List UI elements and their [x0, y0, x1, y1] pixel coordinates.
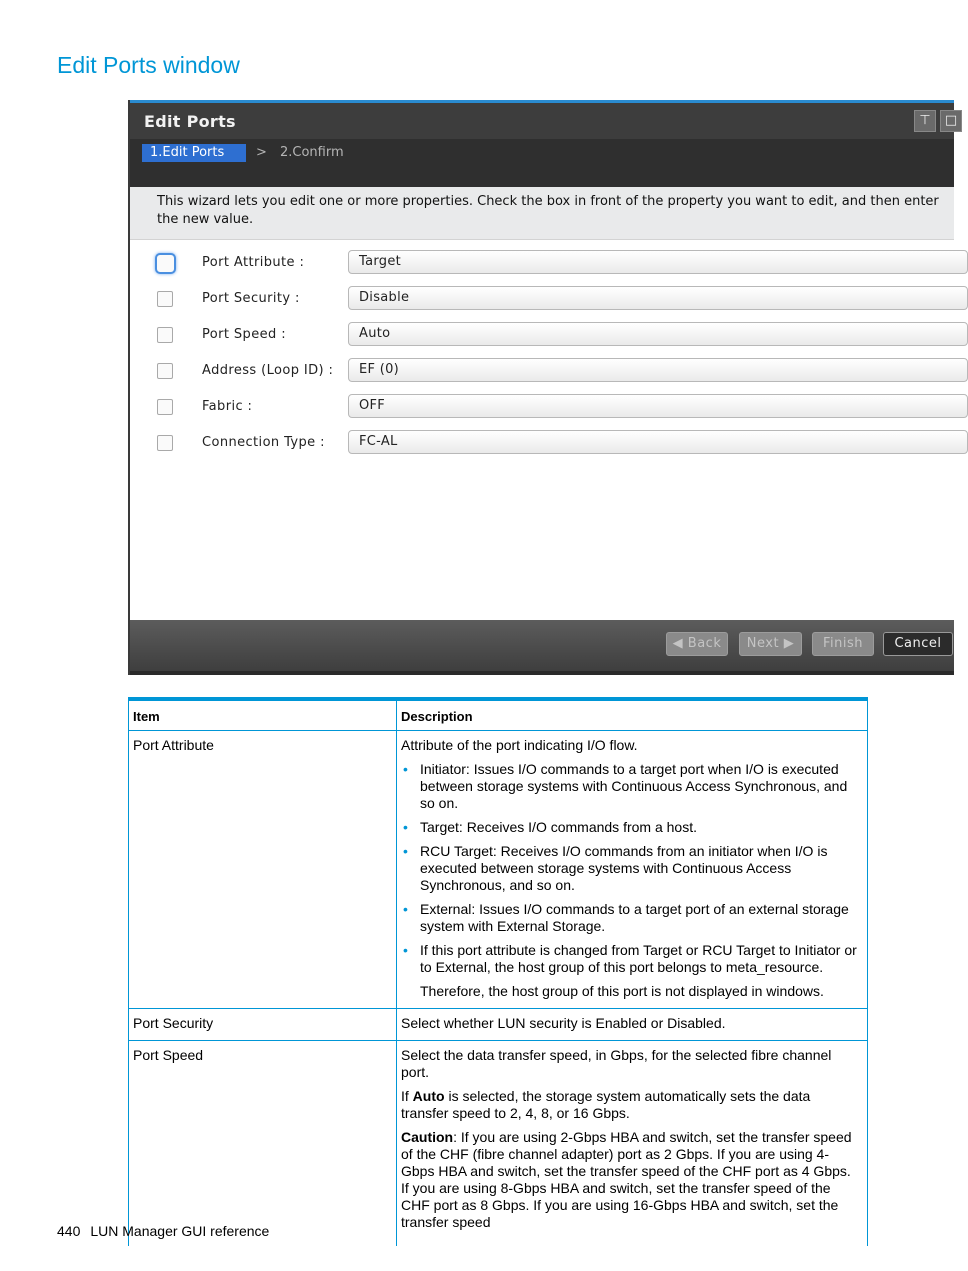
dialog-title: Edit Ports	[144, 112, 236, 131]
auto-note: If Auto is selected, the storage system automatically sets the data transfer speed to 2, 4, 8, or 16 Gbps.	[401, 1088, 811, 1121]
next-button[interactable]: Next ▶	[739, 632, 802, 656]
description-cell	[397, 731, 868, 1009]
edit-ports-dialog-screenshot	[128, 100, 958, 675]
list-item: • Initiator: Issues I/O commands to a target port when I/O is executed between storage systems with Continuous Access Synchronous, and so on.	[401, 761, 861, 812]
fabric-checkbox[interactable]	[157, 399, 173, 415]
finish-button[interactable]: Finish	[812, 632, 874, 656]
page-number: 440	[57, 1223, 81, 1239]
table-row	[129, 1041, 868, 1247]
property-row-port-speed	[130, 319, 954, 355]
column-header-description: Description	[397, 699, 868, 731]
cancel-button[interactable]: Cancel	[883, 632, 953, 656]
list-item: • Target: Receives I/O commands from a host.	[401, 819, 861, 836]
wizard-instructions	[130, 187, 954, 240]
property-label: Address (Loop ID) :	[202, 363, 334, 378]
description-text: Select the data transfer speed, in Gbps, for the selected fibre channel port.	[401, 1047, 832, 1080]
address-checkbox[interactable]	[157, 363, 173, 379]
step-confirm: 2.Confirm	[280, 145, 344, 160]
pin-icon[interactable]: ⊤	[914, 110, 936, 132]
instructions-text: This wizard lets you edit one or more properties. Check the box in front of the property you want to edit, and then enter the new value.	[157, 194, 939, 227]
item-cell: Port Speed	[129, 1041, 397, 1247]
back-arrow-icon: ◀	[672, 636, 684, 651]
list-item: • External: Issues I/O commands to a target port of an external storage system with External Storage.	[401, 901, 861, 935]
dialog-header	[130, 103, 958, 140]
property-label: Port Speed :	[202, 327, 286, 342]
port-speed-checkbox[interactable]	[157, 327, 173, 343]
reference-table	[128, 697, 868, 1246]
connection-type-checkbox[interactable]	[157, 435, 173, 451]
caution-note: Caution: If you are using 2-Gbps HBA and switch, set the transfer speed of the CHF (fibre channel adapter) port as 2 Gbps. If you are using 4-Gbps HBA and switch, set the transfer speed of the CHF port as 4 Gbps. If you are using 8-Gbps HBA and switch, set the transfer speed of the CHF port as 8 Gbps. If you are using 16-Gbps HBA and switch, set the transfer speed	[401, 1129, 852, 1230]
port-speed-select[interactable]: Auto	[348, 322, 968, 346]
property-row-address	[130, 355, 954, 391]
restore-window-icon[interactable]: □	[940, 110, 962, 132]
property-row-port-attribute	[130, 247, 954, 283]
property-label: Port Attribute :	[202, 255, 305, 270]
connection-type-select[interactable]: FC-AL	[348, 430, 968, 454]
address-select[interactable]: EF (0)	[348, 358, 968, 382]
back-button[interactable]: ◀ Back	[666, 632, 728, 656]
next-arrow-icon: ▶	[783, 636, 795, 651]
port-attribute-checkbox[interactable]	[155, 253, 176, 274]
description-text: Attribute of the port indicating I/O flow.	[401, 737, 638, 753]
property-row-port-security	[130, 283, 954, 319]
table-row	[129, 731, 868, 1009]
page-footer	[57, 1223, 279, 1239]
attribute-list	[401, 761, 861, 976]
property-label: Connection Type :	[202, 435, 325, 450]
list-item: • If this port attribute is changed from Target or RCU Target to Initiator or to External, the host group of this port belongs to meta_resource.	[401, 942, 861, 976]
port-attribute-select[interactable]: Target	[348, 250, 968, 274]
description-cell	[397, 1041, 868, 1247]
description-cell: Select whether LUN security is Enabled or Disabled.	[397, 1009, 868, 1041]
step-separator: >	[256, 145, 267, 160]
property-label: Fabric :	[202, 399, 253, 414]
port-security-select[interactable]: Disable	[348, 286, 968, 310]
property-row-connection-type	[130, 427, 954, 463]
property-label: Port Security :	[202, 291, 300, 306]
column-header-item: Item	[129, 699, 397, 731]
footer-strip	[130, 671, 954, 675]
dialog-footer	[130, 620, 954, 675]
continuation-text: Therefore, the host group of this port is not displayed in windows.	[420, 983, 824, 999]
item-cell: Port Attribute	[129, 731, 397, 1009]
port-security-checkbox[interactable]	[157, 291, 173, 307]
table-row	[129, 1009, 868, 1041]
page-title: Edit Ports window	[57, 52, 240, 78]
table-header-row	[129, 699, 868, 731]
step-edit-ports: 1.Edit Ports	[142, 144, 246, 162]
wizard-steps	[130, 139, 954, 187]
fabric-select[interactable]: OFF	[348, 394, 968, 418]
property-row-fabric	[130, 391, 954, 427]
item-cell: Port Security	[129, 1009, 397, 1041]
footer-section-title: LUN Manager GUI reference	[90, 1223, 270, 1239]
list-item: • RCU Target: Receives I/O commands from an initiator when I/O is executed between storage systems with Continuous Access Synchronous, and so on.	[401, 843, 861, 894]
